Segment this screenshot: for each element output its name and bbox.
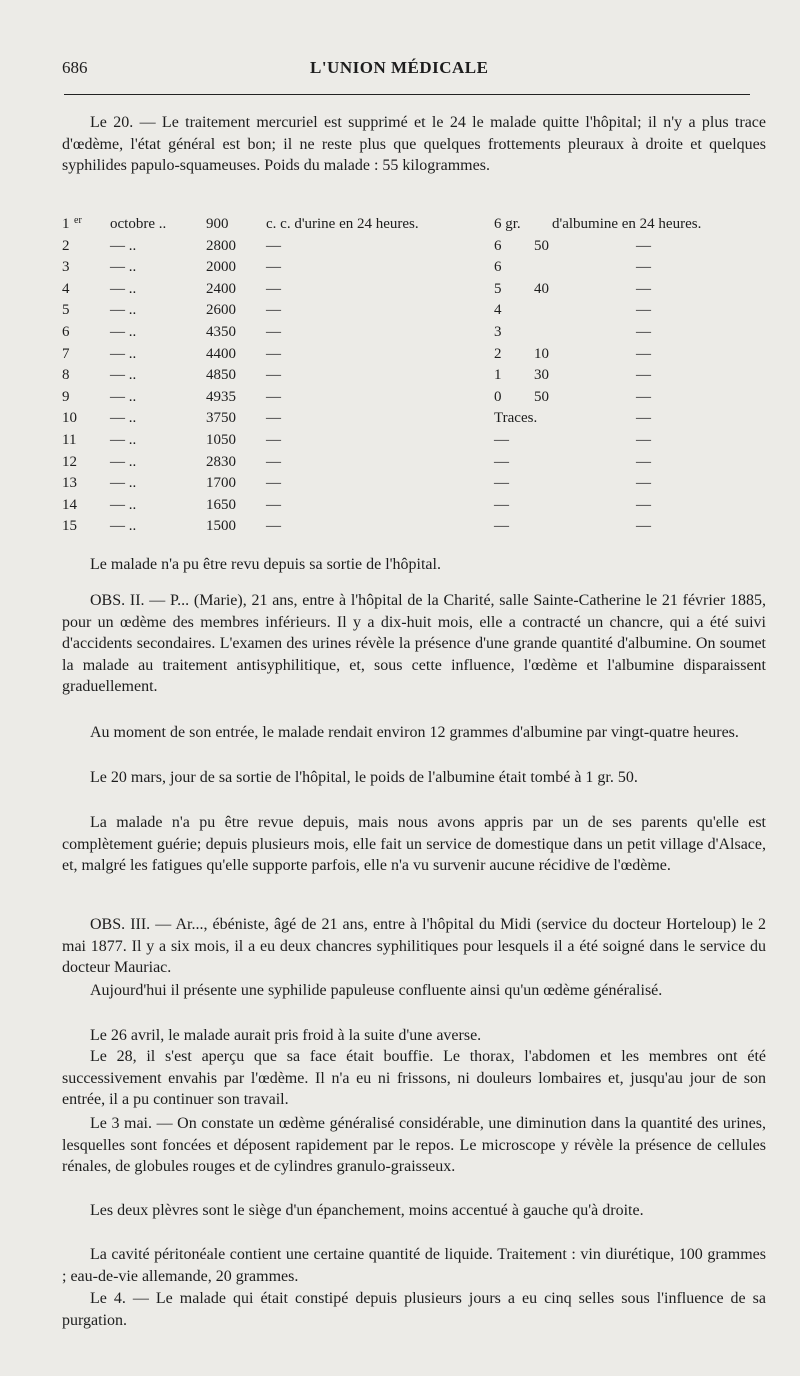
- grams-cell: —: [494, 518, 509, 535]
- tail-cell: —: [636, 323, 651, 340]
- unit-cell: —: [266, 302, 281, 319]
- table-row: [62, 216, 772, 238]
- day-cell: 15: [62, 518, 77, 535]
- unit-cell: —: [266, 496, 281, 513]
- month-cell: — ..: [110, 302, 137, 319]
- grams-cell: 3: [494, 323, 502, 340]
- tail-cell: —: [636, 280, 651, 297]
- day-cell: 4: [62, 280, 70, 297]
- page-header: [62, 58, 752, 88]
- grams-cell: 0: [494, 388, 502, 405]
- month-cell: — ..: [110, 453, 137, 470]
- month-cell: — ..: [110, 518, 137, 535]
- month-cell: — ..: [110, 496, 137, 513]
- volume-cell: 1650: [206, 496, 236, 513]
- centigrams-cell: 40: [534, 280, 549, 297]
- table-row: [62, 367, 772, 389]
- volume-cell: 4850: [206, 367, 236, 384]
- grams-cell: 2: [494, 345, 502, 362]
- volume-cell: 1700: [206, 475, 236, 492]
- table-row: [62, 389, 772, 411]
- volume-cell: 1050: [206, 431, 236, 448]
- table-row: [62, 432, 772, 454]
- tail-cell: d'albumine en 24 heures.: [552, 216, 702, 232]
- unit-cell: —: [266, 345, 281, 362]
- unit-cell: c. c. d'urine en 24 heures.: [266, 216, 419, 232]
- centigrams-cell: 50: [534, 237, 549, 254]
- table-row: [62, 410, 772, 432]
- month-cell: — ..: [110, 237, 137, 254]
- table-row: [62, 497, 772, 519]
- table-row: [62, 238, 772, 260]
- month-cell: — ..: [110, 323, 137, 340]
- table-row: [62, 518, 772, 540]
- month-cell: — ..: [110, 345, 137, 362]
- header-rule: [64, 94, 750, 95]
- month-cell: — ..: [110, 280, 137, 297]
- paragraph-the-4: Le 4. — Le malade qui était constipé depuis plusieurs jours a eu cinq selles sous l'influence de sa purgation.: [62, 1290, 766, 1329]
- grams-cell: 6: [494, 237, 502, 254]
- day-cell: 9: [62, 388, 70, 405]
- month-cell: — ..: [110, 367, 137, 384]
- day-cell: 8: [62, 367, 70, 384]
- volume-cell: 4350: [206, 323, 236, 340]
- unit-cell: —: [266, 367, 281, 384]
- tail-cell: —: [636, 259, 651, 276]
- tail-cell: —: [636, 431, 651, 448]
- tail-cell: —: [636, 475, 651, 492]
- grams-cell: 5: [494, 280, 502, 297]
- day-cell: 6: [62, 323, 70, 340]
- day-cell: 2: [62, 237, 70, 254]
- grams-cell: 6 gr.: [494, 216, 521, 232]
- month-cell: octobre ..: [110, 216, 167, 232]
- tail-cell: —: [636, 345, 651, 362]
- table-row: [62, 302, 772, 324]
- unit-cell: —: [266, 475, 281, 492]
- volume-cell: 4935: [206, 388, 236, 405]
- volume-cell: 4400: [206, 345, 236, 362]
- centigrams-cell: 10: [534, 345, 549, 362]
- paragraph-not-seen: Le malade n'a pu être revu depuis sa sortie de l'hôpital.: [90, 556, 441, 573]
- volume-cell: 2830: [206, 453, 236, 470]
- centigrams-cell: 50: [534, 388, 549, 405]
- paragraph-may-3: Le 3 mai. — On constate un œdème généralisé considérable, une diminution dans la quantité des urines, lesquelles sont foncées et déposent rapidement par le repos. Le microscope y révèle la présence de cellules rénales, de globules rouges et de cylindres granulo-graisseux.: [62, 1115, 766, 1176]
- day-cell: 10: [62, 410, 77, 427]
- paragraph-28: Le 28, il s'est aperçu que sa face était bouffie. Le thorax, l'abdomen et les membres ont été successivement envahis par l'œdème. Il n'a eu ni frissons, ni douleurs lombaires et, jusqu'au jour de son entrée, il a pu continuer son travail.: [62, 1048, 766, 1109]
- unit-cell: —: [266, 323, 281, 340]
- table-row: [62, 475, 772, 497]
- unit-cell: —: [266, 237, 281, 254]
- paragraph-peritoneal: La cavité péritonéale contient une certaine quantité de liquide. Traitement : vin diurétique, 100 grammes ; eau-de-vie allemande, 20 grammes.: [62, 1246, 766, 1285]
- volume-cell: 2800: [206, 237, 236, 254]
- volume-cell: 2600: [206, 302, 236, 319]
- volume-cell: 1500: [206, 518, 236, 535]
- day-cell: 1: [62, 216, 70, 232]
- volume-cell: 900: [206, 216, 229, 232]
- tail-cell: —: [636, 518, 651, 535]
- unit-cell: —: [266, 280, 281, 297]
- unit-cell: —: [266, 453, 281, 470]
- tail-cell: —: [636, 388, 651, 405]
- paragraph-obs-2: OBS. II. — P... (Marie), 21 ans, entre à l'hôpital de la Charité, salle Sainte-Catherine le 21 février 1885, pour un œdème des membres inférieurs. Il y a dix-huit mois, elle a contracté un chancre, qui a été suivi d'accidents secondaires. L'examen des urines révèle la présence d'une grande quantité d'albumine. On soumet la malade au traitement antisyphilitique, et, sous cette influence, l'œdème et l'albumine disparaissent graduellement.: [62, 592, 766, 696]
- paragraph-today: Aujourd'hui il présente une syphilide papuleuse confluente ainsi qu'un œdème généralisé.: [90, 982, 663, 999]
- day-cell: 7: [62, 345, 70, 362]
- table-row: [62, 346, 772, 368]
- grams-cell: —: [494, 475, 509, 492]
- day-cell: 3: [62, 259, 70, 276]
- unit-cell: —: [266, 259, 281, 276]
- day-cell: 14: [62, 496, 77, 513]
- volume-cell: 2000: [206, 259, 236, 276]
- running-title: L'UNION MÉDICALE: [310, 58, 489, 77]
- tail-cell: —: [636, 410, 651, 427]
- page-number: 686: [62, 58, 88, 77]
- month-cell: — ..: [110, 410, 137, 427]
- grams-cell: 1: [494, 367, 502, 384]
- tail-cell: —: [636, 453, 651, 470]
- day-cell: 12: [62, 453, 77, 470]
- month-cell: — ..: [110, 475, 137, 492]
- unit-cell: —: [266, 388, 281, 405]
- urine-albumin-table: [62, 216, 772, 546]
- day-cell: 11: [62, 431, 77, 448]
- month-cell: — ..: [110, 431, 137, 448]
- grams-cell: Traces.: [494, 410, 538, 427]
- table-row: [62, 454, 772, 476]
- grams-cell: 6: [494, 259, 502, 276]
- paragraph-april-26: Le 26 avril, le malade aurait pris froid à la suite d'une averse.: [90, 1027, 482, 1044]
- unit-cell: —: [266, 431, 281, 448]
- unit-cell: —: [266, 518, 281, 535]
- month-cell: — ..: [110, 259, 137, 276]
- tail-cell: —: [636, 367, 651, 384]
- volume-cell: 2400: [206, 280, 236, 297]
- paragraph-discharge: Le 20. — Le traitement mercuriel est supprimé et le 24 le malade quitte l'hôpital; il n'y a plus trace d'œdème, l'état général est bon; il ne reste plus que quelques frottements pleuraux à droite et quelques syphilides papulo-squameuses. Poids du malade : 55 kilogrammes.: [62, 114, 766, 175]
- grams-cell: —: [494, 431, 509, 448]
- paragraph-obs-3: OBS. III. — Ar..., ébéniste, âgé de 21 ans, entre à l'hôpital du Midi (service du docteur Horteloup) le 2 mai 1877. Il y a six mois, il a eu deux chancres syphilitiques pour lesquels il a été soigné dans le service du docteur Mauriac.: [62, 916, 766, 977]
- paragraph-recovery: La malade n'a pu être revue depuis, mais nous avons appris par un de ses parents qu'elle est complètement guérie; depuis plusieurs mois, elle fait un service de domestique dans un petit village d'Alsace, et, malgré les fatigues qu'elle supporte parfois, elle n'a vu survenir aucune récidive de l'œdème.: [62, 814, 766, 875]
- volume-cell: 3750: [206, 410, 236, 427]
- paragraph-march-20: Le 20 mars, jour de sa sortie de l'hôpital, le poids de l'albumine était tombé à 1 gr. 50.: [90, 769, 638, 786]
- tail-cell: —: [636, 237, 651, 254]
- table-row: [62, 324, 772, 346]
- day-cell: 5: [62, 302, 70, 319]
- grams-cell: 4: [494, 302, 502, 319]
- centigrams-cell: 30: [534, 367, 549, 384]
- tail-cell: —: [636, 496, 651, 513]
- paragraph-entry-albumin: Au moment de son entrée, le malade rendait environ 12 grammes d'albumine par vingt-quatre heures.: [90, 724, 739, 741]
- grams-cell: —: [494, 496, 509, 513]
- table-row: [62, 259, 772, 281]
- ordinal-suffix: er: [74, 215, 82, 226]
- paragraph-pleura: Les deux plèvres sont le siège d'un épanchement, moins accentué à gauche qu'à droite.: [90, 1202, 644, 1219]
- month-cell: — ..: [110, 388, 137, 405]
- day-cell: 13: [62, 475, 77, 492]
- table-row: [62, 281, 772, 303]
- grams-cell: —: [494, 453, 509, 470]
- unit-cell: —: [266, 410, 281, 427]
- tail-cell: —: [636, 302, 651, 319]
